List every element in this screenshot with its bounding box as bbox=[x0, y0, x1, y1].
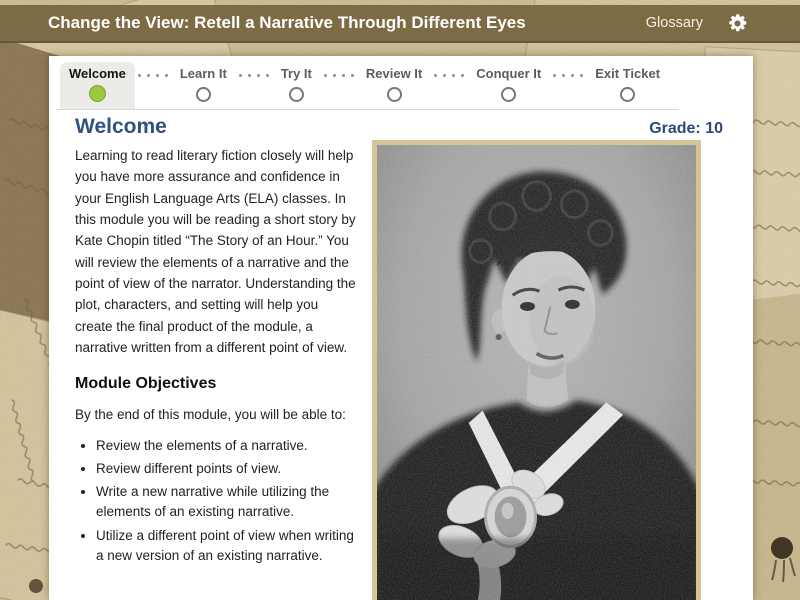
step-label: Exit Ticket bbox=[595, 66, 661, 81]
separator-dot bbox=[248, 74, 251, 77]
separator-dot bbox=[443, 74, 446, 77]
intro-paragraph: Learning to read literary fiction closely will help you have more assurance and confidence in your English Language Arts (ELA) classes. In this module you will be reading a short story by Kate Chopin titled “The Story of an Hour.” You will review the elements of a narrative and the point of view of the narrator. Understanding the plot, characters, and setting will help you create the final product of the module, a narrative written from a different point of view. bbox=[75, 148, 356, 355]
separator-dot bbox=[342, 74, 345, 77]
step-conquer-it[interactable] bbox=[467, 62, 550, 109]
grade-label: Grade: 10 bbox=[649, 120, 723, 137]
step-exit-ticket[interactable] bbox=[586, 62, 669, 109]
step-status-circle bbox=[387, 87, 402, 102]
separator-dot bbox=[571, 74, 574, 77]
content-card bbox=[49, 56, 753, 600]
header-bar bbox=[0, 5, 800, 43]
separator-dot bbox=[138, 74, 141, 77]
step-label: Conquer It bbox=[476, 66, 542, 81]
objective-item: • Review the elements of a narrative. bbox=[96, 436, 359, 456]
step-separator-dots bbox=[239, 74, 269, 77]
separator-dot bbox=[165, 74, 168, 77]
separator-dot bbox=[434, 74, 437, 77]
objectives-list bbox=[75, 436, 359, 567]
step-welcome[interactable] bbox=[60, 62, 135, 109]
step-status-circle bbox=[289, 87, 304, 102]
step-learn-it[interactable] bbox=[171, 62, 236, 109]
step-label: Try It bbox=[280, 66, 312, 81]
text-column bbox=[75, 140, 359, 600]
glossary-button[interactable]: Glossary bbox=[645, 15, 703, 31]
separator-dot bbox=[461, 74, 464, 77]
step-separator-dots bbox=[138, 74, 168, 77]
separator-dot bbox=[580, 74, 583, 77]
step-status-circle bbox=[196, 87, 211, 102]
separator-dot bbox=[452, 74, 455, 77]
step-separator-dots bbox=[324, 74, 354, 77]
objectives-heading: Module Objectives bbox=[75, 375, 217, 393]
gear-icon[interactable] bbox=[727, 13, 748, 34]
separator-dot bbox=[147, 74, 150, 77]
separator-dot bbox=[257, 74, 260, 77]
kate-chopin-portrait bbox=[372, 140, 701, 600]
page-content bbox=[49, 110, 753, 600]
app-title: Change the View: Retell a Narrative Through Different Eyes bbox=[48, 13, 526, 32]
separator-dot bbox=[156, 74, 159, 77]
separator-dot bbox=[239, 74, 242, 77]
step-label: Review It bbox=[365, 66, 423, 81]
separator-dot bbox=[553, 74, 556, 77]
separator-dot bbox=[324, 74, 327, 77]
step-status-circle bbox=[620, 87, 635, 102]
step-status-circle-current bbox=[89, 85, 106, 102]
step-try-it[interactable] bbox=[272, 62, 321, 109]
step-status-circle bbox=[501, 87, 516, 102]
separator-dot bbox=[333, 74, 336, 77]
step-label: Learn It bbox=[179, 66, 227, 81]
objective-item: • Review different points of view. bbox=[96, 459, 359, 479]
separator-dot bbox=[266, 74, 269, 77]
objectives-intro: By the end of this module, you will be able to: bbox=[75, 407, 346, 423]
stepper-nav bbox=[56, 62, 679, 110]
step-review-it[interactable] bbox=[357, 62, 431, 109]
separator-dot bbox=[562, 74, 565, 77]
objective-item: • Write a new narrative while utilizing the elements of an existing narrative. bbox=[96, 482, 359, 523]
page-title: Welcome bbox=[75, 115, 167, 138]
content-columns bbox=[75, 140, 727, 600]
step-separator-dots bbox=[553, 74, 583, 77]
objective-item: • Utilize a different point of view when writing a new version of an existing narrative. bbox=[96, 526, 359, 567]
step-separator-dots bbox=[434, 74, 464, 77]
separator-dot bbox=[351, 74, 354, 77]
title-row bbox=[75, 115, 727, 139]
step-label: Welcome bbox=[69, 66, 126, 81]
